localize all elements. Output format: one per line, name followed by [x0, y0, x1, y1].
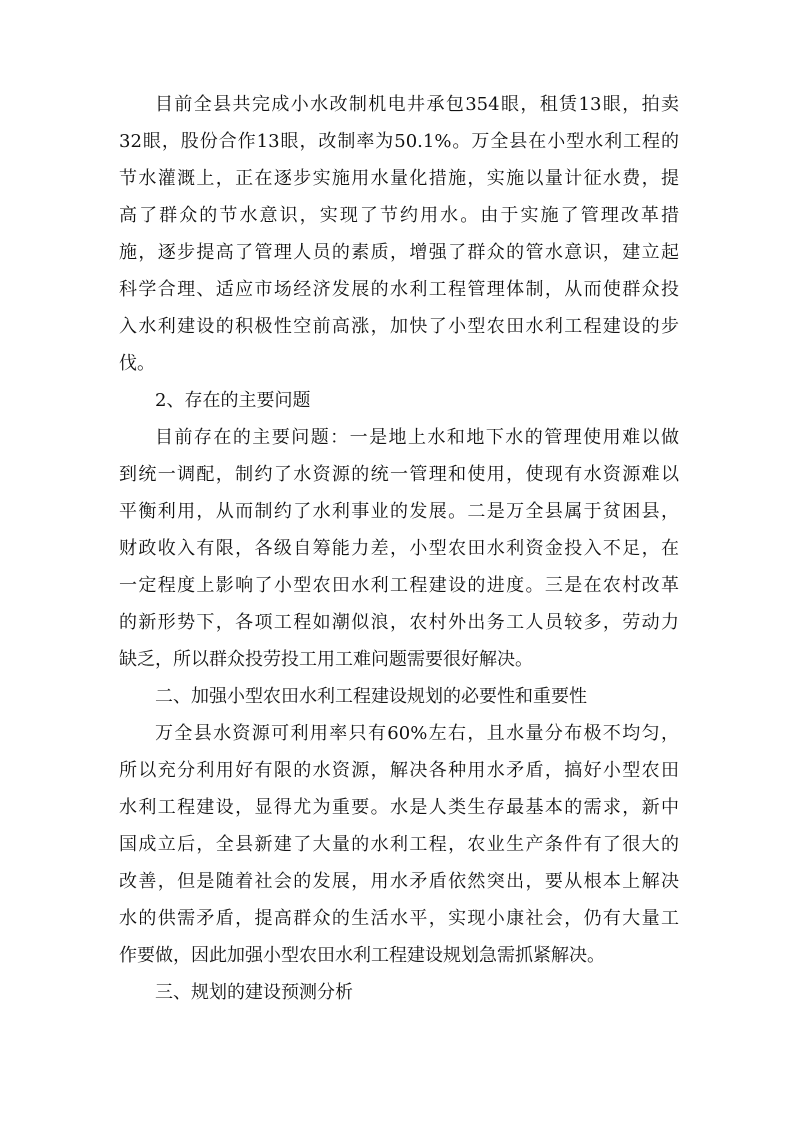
paragraph-reform-results — [119, 86, 679, 382]
document-page — [119, 86, 679, 1011]
text-line: 目前全县共完成小水改制机电井承包354眼，租赁13眼，拍卖 — [155, 94, 679, 115]
paragraph-necessity — [119, 715, 679, 974]
text-line: 缺乏，所以群众投劳投工用工难问题需要很好解决。 — [119, 649, 533, 670]
text-line: 平衡利用，从而制约了水利事业的发展。二是万全县属于贫困县， — [119, 501, 679, 522]
text-line: 改善，但是随着社会的发展，用水矛盾依然突出，要从根本上解决 — [119, 871, 679, 892]
paragraph-main-problems — [119, 419, 679, 678]
text-line: 32眼，股份合作13眼，改制率为50.1%。万全县在小型水利工程的 — [119, 131, 679, 152]
text-line: 一定程度上影响了小型农田水利工程建设的进度。三是在农村改革 — [119, 575, 679, 596]
text-line: 所以充分利用好有限的水资源，解决各种用水矛盾，搞好小型农田 — [119, 760, 679, 781]
text-line: 水利工程建设，显得尤为重要。水是人类生存最基本的需求，新中 — [119, 797, 679, 818]
text-line: 财政收入有限，各级自筹能力差，小型农田水利资金投入不足，在 — [119, 538, 679, 559]
text-line: 伐。 — [119, 353, 155, 374]
text-line: 施，逐步提高了管理人员的素质，增强了群众的管水意识，建立起 — [119, 242, 679, 263]
text-line: 目前存在的主要问题：一是地上水和地下水的管理使用难以做 — [155, 427, 679, 448]
text-line: 的新形势下，各项工程如潮似浪，农村外出务工人员较多，劳动力 — [119, 612, 679, 633]
text-line: 国成立后，全县新建了大量的水利工程，农业生产条件有了很大的 — [119, 834, 679, 855]
section-heading-necessity: 二、加强小型农田水利工程建设规划的必要性和重要性 — [155, 686, 587, 707]
text-line: 科学合理、适应市场经济发展的水利工程管理体制，从而使群众投 — [119, 279, 679, 300]
text-line: 入水利建设的积极性空前高涨，加快了小型农田水利工程建设的步 — [119, 316, 679, 337]
section-heading-main-problems: 2、存在的主要问题 — [155, 390, 311, 411]
text-line: 作要做，因此加强小型农田水利工程建设规划急需抓紧解决。 — [119, 945, 605, 966]
text-line: 节水灌溉上，正在逐步实施用水量化措施，实施以量计征水费，提 — [119, 168, 679, 189]
text-line: 水的供需矛盾，提高群众的生活水平，实现小康社会，仍有大量工 — [119, 908, 679, 929]
text-line: 万全县水资源可利用率只有60%左右，且水量分布极不均匀， — [155, 723, 679, 744]
text-line: 高了群众的节水意识，实现了节约用水。由于实施了管理改革措 — [119, 205, 679, 226]
section-heading-forecast-analysis: 三、规划的建设预测分析 — [155, 982, 353, 1003]
text-line: 到统一调配，制约了水资源的统一管理和使用，使现有水资源难以 — [119, 464, 679, 485]
